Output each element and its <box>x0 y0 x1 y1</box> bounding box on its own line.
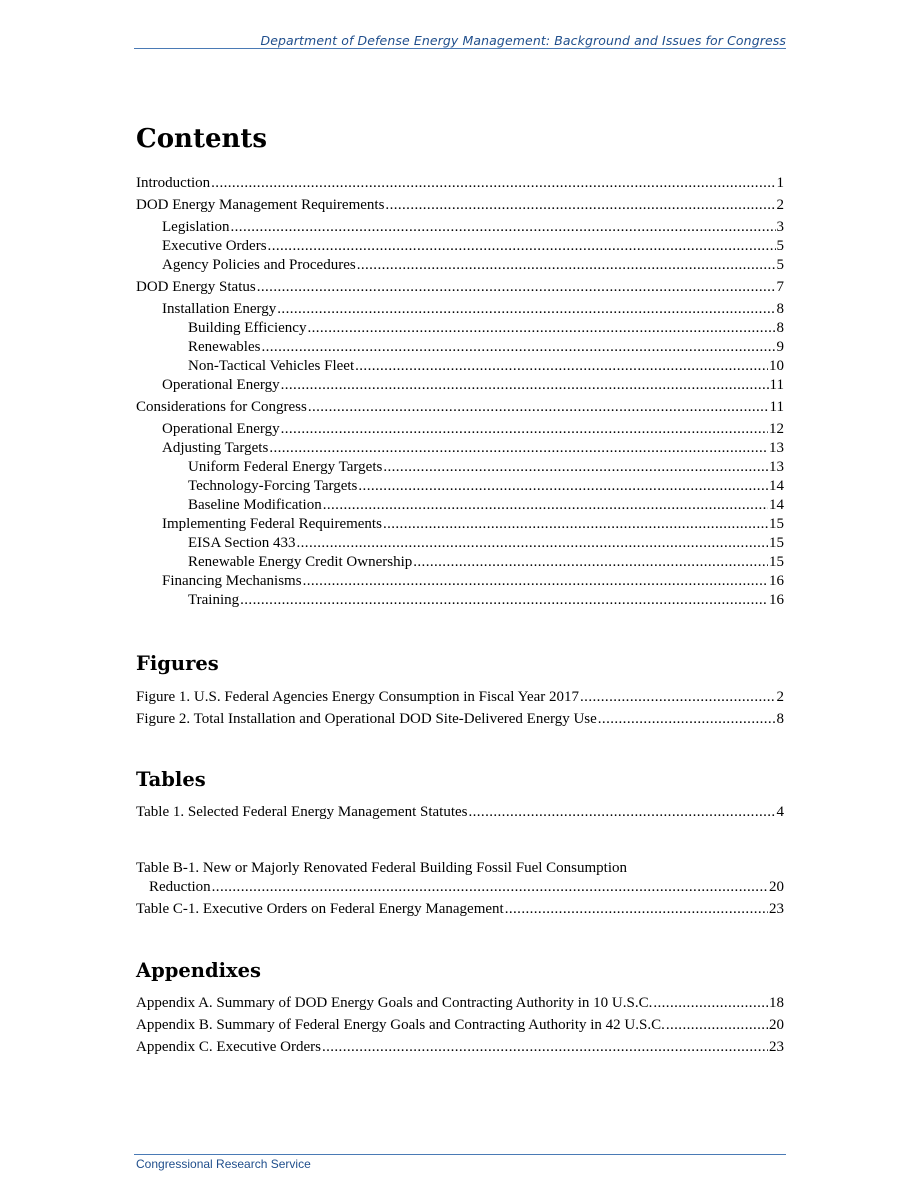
toc-entry-page: 14 <box>769 478 784 494</box>
toc-entry-label: Agency Policies and Procedures <box>162 257 356 273</box>
toc-entry[interactable] <box>136 338 784 357</box>
toc-entry[interactable] <box>136 174 784 193</box>
toc-entry-label: Uniform Federal Energy Targets <box>188 459 383 475</box>
toc-entry-label: Executive Orders <box>162 238 267 254</box>
tables-list <box>136 803 784 822</box>
toc-entry-label: Operational Energy <box>162 377 280 393</box>
toc-entry-label: DOD Energy Management Requirements <box>136 197 385 213</box>
appendix-entry[interactable] <box>136 1038 784 1057</box>
figure-entry-label: Figure 2. Total Installation and Operational DOD Site-Delivered Energy Use <box>136 711 597 727</box>
toc-entry-page: 13 <box>769 459 784 475</box>
toc-entry-label: Baseline Modification <box>188 497 322 513</box>
toc-entry[interactable] <box>136 515 784 534</box>
appendix-entry-page: 18 <box>769 995 784 1011</box>
table-entry-page: 20 <box>769 879 784 895</box>
toc-entry-label: Technology-Forcing Targets <box>188 478 358 494</box>
table-entry-label: Reduction <box>149 879 211 895</box>
toc-entry-page: 7 <box>776 279 784 295</box>
toc-entry[interactable] <box>136 278 784 297</box>
toc-entry[interactable] <box>136 553 784 572</box>
toc-entry[interactable] <box>136 496 784 515</box>
toc-entry-page: 3 <box>776 219 784 235</box>
toc-entry[interactable] <box>136 237 784 256</box>
footer-rule <box>134 1154 786 1155</box>
toc-entry[interactable] <box>136 420 784 439</box>
appendix-entry[interactable] <box>136 994 784 1013</box>
appendix-entry[interactable] <box>136 1016 784 1035</box>
appendix-entry-label: Appendix A. Summary of DOD Energy Goals and Contracting Authority in 10 U.S.C. <box>136 995 653 1011</box>
toc-entry-label: Financing Mechanisms <box>162 573 302 589</box>
table-entry[interactable] <box>136 878 784 897</box>
toc-entry[interactable] <box>136 398 784 417</box>
toc-entry[interactable] <box>136 458 784 477</box>
toc-entry-label: Training <box>188 592 240 608</box>
figure-entry-page: 8 <box>776 711 784 727</box>
appendixes-list <box>136 994 784 1057</box>
toc-entry[interactable] <box>136 572 784 591</box>
contents-section <box>136 124 784 154</box>
table-entry-page: 4 <box>776 804 784 820</box>
table-entry-label: Table C-1. Executive Orders on Federal Energy Management <box>136 901 504 917</box>
appendixes-title: Appendixes <box>136 959 262 982</box>
appendixes-section <box>136 959 784 982</box>
figures-title: Figures <box>136 652 219 675</box>
toc-entry[interactable] <box>136 477 784 496</box>
figures-section <box>136 652 784 675</box>
toc-entry-page: 16 <box>769 592 784 608</box>
toc-entry[interactable] <box>136 256 784 275</box>
figures-list <box>136 688 784 729</box>
contents-title: Contents <box>136 124 268 154</box>
toc-entry-page: 11 <box>769 377 784 393</box>
toc-entry[interactable] <box>136 319 784 338</box>
table-entry-label: Table 1. Selected Federal Energy Management Statutes <box>136 804 468 820</box>
toc-entry-label: Introduction <box>136 175 211 191</box>
toc-entry[interactable] <box>136 591 784 610</box>
toc-entry[interactable] <box>136 300 784 319</box>
toc-entry-label: Renewables <box>188 339 261 355</box>
figure-entry-page: 2 <box>776 689 784 705</box>
toc-entry-page: 10 <box>769 358 784 374</box>
table-entry[interactable] <box>136 900 784 919</box>
running-header: Department of Defense Energy Management: Background and Issues for Congress <box>260 33 786 48</box>
toc-entry-page: 15 <box>769 535 784 551</box>
header-rule <box>134 48 786 49</box>
appendix-entry-page: 23 <box>769 1039 784 1055</box>
toc-entry-page: 2 <box>776 197 784 213</box>
toc-entry[interactable] <box>136 218 784 237</box>
toc-entry-page: 15 <box>769 554 784 570</box>
toc-entry[interactable] <box>136 534 784 553</box>
table-entry-page: 23 <box>769 901 784 917</box>
tables-title: Tables <box>136 768 206 791</box>
toc-entry-page: 13 <box>769 440 784 456</box>
toc-entry-label: Building Efficiency <box>188 320 307 336</box>
toc-entry-label: Installation Energy <box>162 301 277 317</box>
toc-entry-label: Considerations for Congress <box>136 399 307 415</box>
toc-entry-page: 16 <box>769 573 784 589</box>
table-entry-label-line1[interactable]: Table B-1. New or Majorly Renovated Federal Building Fossil Fuel Consumption <box>136 860 627 876</box>
contents-list <box>136 174 784 610</box>
toc-entry[interactable] <box>136 439 784 458</box>
appendix-entry-label: Appendix B. Summary of Federal Energy Goals and Contracting Authority in 42 U.S.C. <box>136 1017 665 1033</box>
toc-entry-label: Renewable Energy Credit Ownership <box>188 554 413 570</box>
toc-entry[interactable] <box>136 357 784 376</box>
figure-entry[interactable] <box>136 688 784 707</box>
toc-entry-page: 5 <box>776 257 784 273</box>
toc-entry-label: Legislation <box>162 219 230 235</box>
toc-entry-label: Non-Tactical Vehicles Fleet <box>188 358 355 374</box>
table-entry[interactable] <box>136 803 784 822</box>
tables-section <box>136 768 784 791</box>
toc-entry-page: 14 <box>769 497 784 513</box>
toc-entry-page: 8 <box>776 301 784 317</box>
toc-entry-page: 9 <box>776 339 784 355</box>
toc-entry-page: 12 <box>769 421 784 437</box>
figure-entry[interactable] <box>136 710 784 729</box>
figure-entry-label: Figure 1. U.S. Federal Agencies Energy Consumption in Fiscal Year 2017 <box>136 689 580 705</box>
toc-entry-page: 1 <box>776 175 784 191</box>
toc-entry-label: EISA Section 433 <box>188 535 296 551</box>
running-footer: Congressional Research Service <box>136 1157 311 1171</box>
toc-entry-label: DOD Energy Status <box>136 279 256 295</box>
appendix-entry-page: 20 <box>769 1017 784 1033</box>
toc-entry[interactable] <box>136 376 784 395</box>
toc-entry-label: Adjusting Targets <box>162 440 269 456</box>
appendix-entry-label: Appendix C. Executive Orders <box>136 1039 321 1055</box>
toc-entry-label: Operational Energy <box>162 421 280 437</box>
tables-list-continued <box>136 859 784 919</box>
toc-entry-page: 8 <box>776 320 784 336</box>
toc-entry-label: Implementing Federal Requirements <box>162 516 382 532</box>
toc-entry-page: 15 <box>769 516 784 532</box>
toc-entry[interactable] <box>136 196 784 215</box>
toc-entry-page: 11 <box>769 399 784 415</box>
toc-entry-page: 5 <box>776 238 784 254</box>
